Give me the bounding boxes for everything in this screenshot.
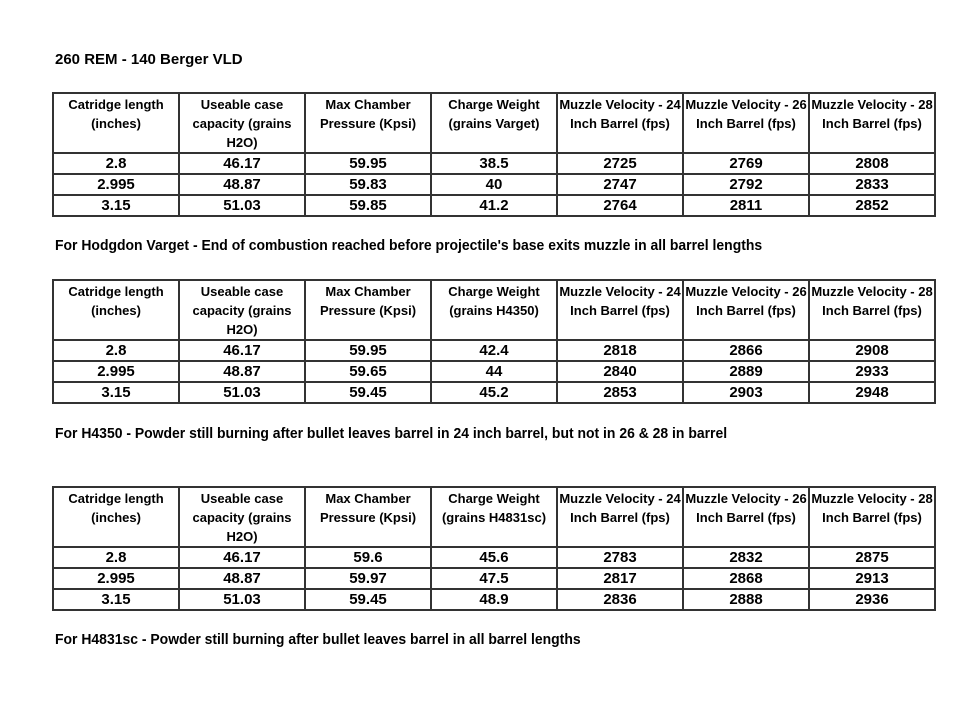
- table-cell: 2.995: [53, 174, 179, 195]
- header-row: [53, 487, 935, 547]
- table-cell: 2888: [683, 589, 809, 610]
- table-row: [53, 153, 935, 174]
- table-cell: 59.65: [305, 361, 431, 382]
- table-row: [53, 568, 935, 589]
- column-header: Muzzle Velocity - 28 Inch Barrel (fps): [809, 487, 935, 547]
- table-cell: 48.87: [179, 174, 305, 195]
- table-cell: 2764: [557, 195, 683, 216]
- table-cell: 2808: [809, 153, 935, 174]
- table-cell: 3.15: [53, 195, 179, 216]
- column-header: Muzzle Velocity - 24 Inch Barrel (fps): [557, 487, 683, 547]
- table-cell: 59.95: [305, 340, 431, 361]
- column-header: Max Chamber Pressure (Kpsi): [305, 487, 431, 547]
- table-cell: 2889: [683, 361, 809, 382]
- h4350-note: For H4350 - Powder still burning after bullet leaves barrel in 24 inch barrel, but not in 26 & 28 in barrel: [55, 425, 728, 442]
- table-cell: 51.03: [179, 195, 305, 216]
- column-header: Muzzle Velocity - 26 Inch Barrel (fps): [683, 93, 809, 153]
- varget-note: For Hodgdon Varget - End of combustion reached before projectile's base exits muzzle in all barrel lengths: [55, 237, 763, 254]
- table-cell: 45.2: [431, 382, 557, 403]
- table-cell: 2783: [557, 547, 683, 568]
- table-cell: 2792: [683, 174, 809, 195]
- table-cell: 2936: [809, 589, 935, 610]
- h4831sc-load-table: [52, 486, 936, 611]
- table-cell: 59.95: [305, 153, 431, 174]
- column-header: Muzzle Velocity - 24 Inch Barrel (fps): [557, 93, 683, 153]
- column-header: Useable case capacity (grains H2O): [179, 487, 305, 547]
- table-cell: 59.97: [305, 568, 431, 589]
- table-cell: 3.15: [53, 589, 179, 610]
- table-cell: 2.995: [53, 361, 179, 382]
- column-header: Catridge length (inches): [53, 93, 179, 153]
- h4831sc-note: For H4831sc - Powder still burning after bullet leaves barrel in all barrel lengths: [55, 631, 581, 648]
- table-cell: 59.83: [305, 174, 431, 195]
- table-cell: 2866: [683, 340, 809, 361]
- table-cell: 45.6: [431, 547, 557, 568]
- column-header: Useable case capacity (grains H2O): [179, 280, 305, 340]
- column-header: Max Chamber Pressure (Kpsi): [305, 280, 431, 340]
- table-cell: 48.87: [179, 361, 305, 382]
- table-cell: 2811: [683, 195, 809, 216]
- table-cell: 46.17: [179, 547, 305, 568]
- table-row: [53, 382, 935, 403]
- table-row: [53, 589, 935, 610]
- table-cell: 48.9: [431, 589, 557, 610]
- table-cell: 41.2: [431, 195, 557, 216]
- table-cell: 2948: [809, 382, 935, 403]
- table-cell: 2913: [809, 568, 935, 589]
- table-cell: 2908: [809, 340, 935, 361]
- table-cell: 2832: [683, 547, 809, 568]
- table-cell: 2903: [683, 382, 809, 403]
- column-header: Charge Weight (grains H4350): [431, 280, 557, 340]
- header-row: [53, 280, 935, 340]
- column-header: Charge Weight (grains Varget): [431, 93, 557, 153]
- table-cell: 42.4: [431, 340, 557, 361]
- table-cell: 2.995: [53, 568, 179, 589]
- table-row: [53, 195, 935, 216]
- h4350-load-table: [52, 279, 936, 404]
- table-cell: 38.5: [431, 153, 557, 174]
- column-header: Muzzle Velocity - 28 Inch Barrel (fps): [809, 93, 935, 153]
- table-cell: 2725: [557, 153, 683, 174]
- table-cell: 2836: [557, 589, 683, 610]
- table-cell: 46.17: [179, 340, 305, 361]
- table-cell: 2769: [683, 153, 809, 174]
- table-row: [53, 174, 935, 195]
- table-cell: 2.8: [53, 547, 179, 568]
- table-row: [53, 547, 935, 568]
- table-cell: 51.03: [179, 589, 305, 610]
- table-cell: 2818: [557, 340, 683, 361]
- table-cell: 44: [431, 361, 557, 382]
- table-cell: 2747: [557, 174, 683, 195]
- table-cell: 2933: [809, 361, 935, 382]
- column-header: Catridge length (inches): [53, 487, 179, 547]
- table-cell: 59.45: [305, 589, 431, 610]
- table-cell: 2853: [557, 382, 683, 403]
- page-title: 260 REM - 140 Berger VLD: [55, 51, 243, 68]
- table-cell: 47.5: [431, 568, 557, 589]
- column-header: Muzzle Velocity - 26 Inch Barrel (fps): [683, 487, 809, 547]
- table-cell: 40: [431, 174, 557, 195]
- table-cell: 2.8: [53, 153, 179, 174]
- table-cell: 59.45: [305, 382, 431, 403]
- table-cell: 59.6: [305, 547, 431, 568]
- column-header: Muzzle Velocity - 24 Inch Barrel (fps): [557, 280, 683, 340]
- table-cell: 3.15: [53, 382, 179, 403]
- column-header: Catridge length (inches): [53, 280, 179, 340]
- table-cell: 46.17: [179, 153, 305, 174]
- column-header: Max Chamber Pressure (Kpsi): [305, 93, 431, 153]
- table-cell: 2833: [809, 174, 935, 195]
- table-cell: 2817: [557, 568, 683, 589]
- table-cell: 2852: [809, 195, 935, 216]
- table-cell: 59.85: [305, 195, 431, 216]
- table-cell: 2.8: [53, 340, 179, 361]
- varget-load-table: [52, 92, 936, 217]
- table-cell: 2875: [809, 547, 935, 568]
- column-header: Muzzle Velocity - 28 Inch Barrel (fps): [809, 280, 935, 340]
- column-header: Useable case capacity (grains H2O): [179, 93, 305, 153]
- table-cell: 2840: [557, 361, 683, 382]
- table-row: [53, 340, 935, 361]
- table-cell: 48.87: [179, 568, 305, 589]
- column-header: Charge Weight (grains H4831sc): [431, 487, 557, 547]
- column-header: Muzzle Velocity - 26 Inch Barrel (fps): [683, 280, 809, 340]
- table-row: [53, 361, 935, 382]
- table-cell: 51.03: [179, 382, 305, 403]
- table-cell: 2868: [683, 568, 809, 589]
- header-row: [53, 93, 935, 153]
